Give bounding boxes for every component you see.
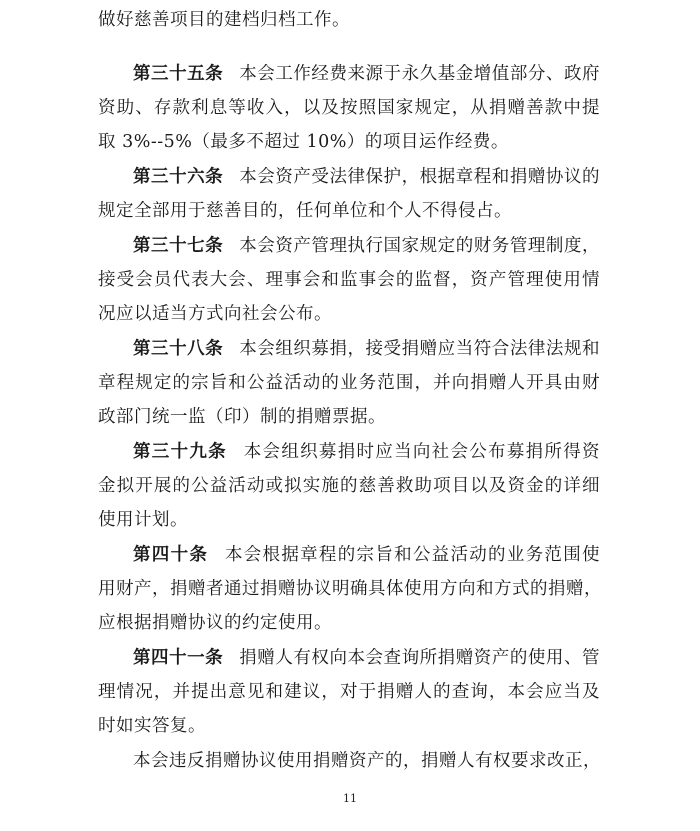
line-text: 政部门统一监（印）制的捐赠票据。 <box>98 407 386 427</box>
article-35-line <box>133 62 600 86</box>
text-line <box>98 96 600 120</box>
line-text: 本会违反捐赠协议使用捐赠资产的，捐赠人有权要求改正， <box>133 751 601 771</box>
article-39-line <box>133 440 600 464</box>
line-text: 捐赠人有权向本会查询所捐赠资产的使用、管 <box>239 648 601 668</box>
text-line <box>98 268 600 292</box>
article-41-line <box>133 646 600 670</box>
text-line <box>98 508 188 532</box>
text-line <box>133 749 600 773</box>
line-text: 本会资产受法律保护，根据章程和捐赠协议的 <box>239 167 601 187</box>
line-text: 规定全部用于慈善目的，任何单位和个人不得侵占。 <box>98 201 512 221</box>
article-heading: 第三十九条 <box>133 442 227 462</box>
line-text: 时如实答复。 <box>98 716 206 736</box>
page-number: 11 <box>343 792 357 805</box>
text-line <box>98 130 509 154</box>
text-line <box>98 371 600 395</box>
line-text: 用财产，捐赠者通过捐赠协议明确具体使用方向和方式的捐赠， <box>98 579 602 599</box>
line-text: 章程规定的宗旨和公益活动的业务范围，并向捐赠人开具由财 <box>98 373 600 393</box>
text-line <box>98 714 206 738</box>
line-text: 使用计划。 <box>98 510 188 530</box>
article-heading: 第三十八条 <box>133 339 224 359</box>
line-text: 应根据捐赠协议的约定使用。 <box>98 613 332 633</box>
text-line <box>98 405 386 429</box>
text-line <box>98 577 600 601</box>
article-38-line <box>133 337 600 361</box>
line-text: 本会组织募捐时应当向社会公布募捐所得资 <box>242 442 601 462</box>
text-line <box>98 199 512 223</box>
line-text: 取 3%--5%（最多不超过 10%）的项目运作经费。 <box>98 132 509 152</box>
line-text: 本会工作经费来源于永久基金增值部分、政府 <box>239 64 601 84</box>
article-40-line <box>133 543 600 567</box>
text-line <box>98 680 600 704</box>
line-text: 金拟开展的公益活动或拟实施的慈善救助项目以及资金的详细 <box>98 476 600 496</box>
article-heading: 第三十七条 <box>133 236 224 256</box>
article-heading: 第四十一条 <box>133 648 224 668</box>
line-text: 理情况，并提出意见和建议，对于捐赠人的查询，本会应当及 <box>98 682 600 702</box>
text-line <box>98 474 600 498</box>
text-line <box>98 611 332 635</box>
line-text: 本会根据章程的宗旨和公益活动的业务范围使 <box>224 545 601 565</box>
article-37-line <box>133 234 600 258</box>
text-line <box>98 302 332 326</box>
line-text: 接受会员代表大会、理事会和监事会的监督，资产管理使用情 <box>98 270 600 290</box>
article-heading: 第三十五条 <box>133 64 224 84</box>
article-heading: 第三十六条 <box>133 167 224 187</box>
article-36-line <box>133 165 600 189</box>
line-text: 本会组织募捐，接受捐赠应当符合法律法规和 <box>239 339 601 359</box>
text-line <box>98 8 350 32</box>
line-text: 做好慈善项目的建档归档工作。 <box>98 10 350 30</box>
line-text: 资助、存款利息等收入，以及按照国家规定，从捐赠善款中提 <box>98 98 600 118</box>
article-heading: 第四十条 <box>133 545 209 565</box>
line-text: 本会资产管理执行国家规定的财务管理制度， <box>239 236 601 256</box>
line-text: 况应以适当方式向社会公布。 <box>98 304 332 324</box>
